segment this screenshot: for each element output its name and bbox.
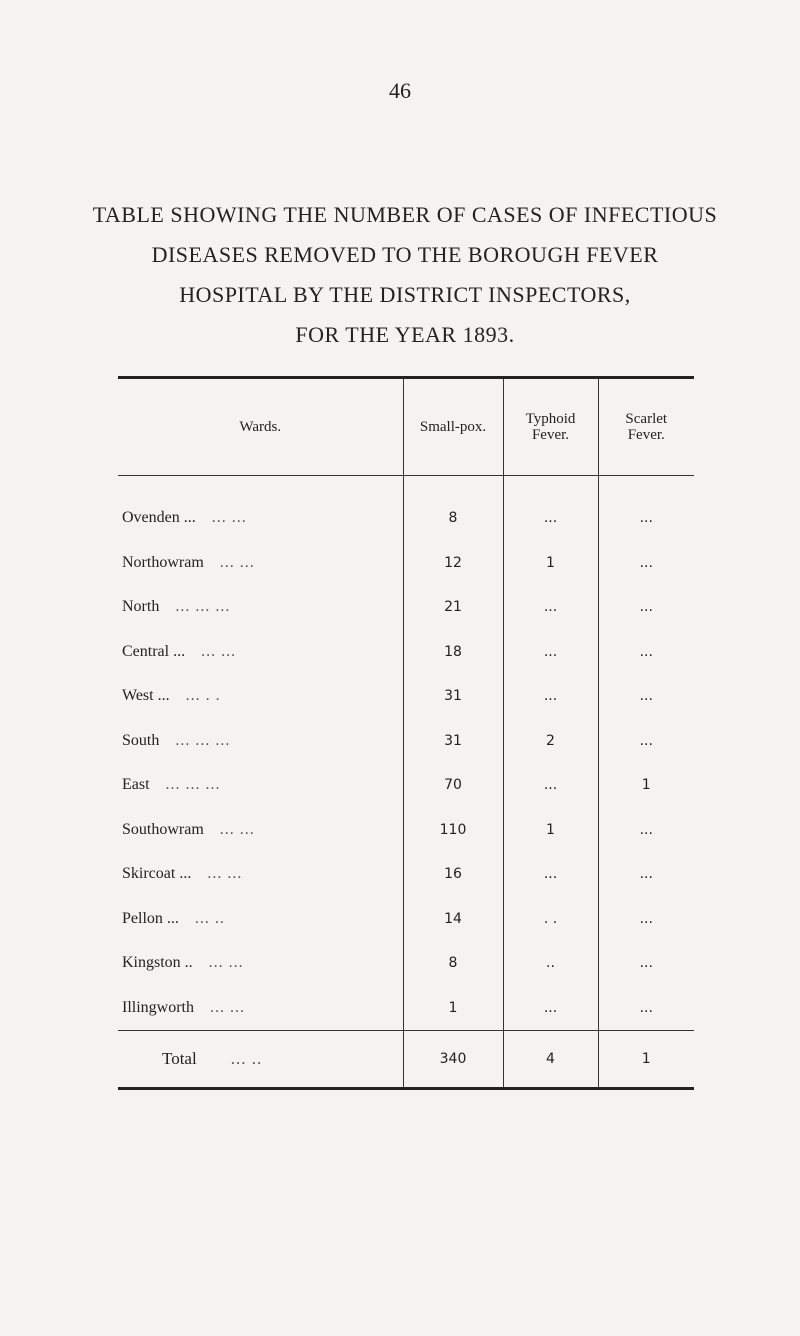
ward-cell — [118, 808, 403, 853]
scarlet-cell: ... — [598, 541, 694, 586]
smallpox-cell: 8 — [403, 941, 503, 986]
header-typhoid-line2: Fever. — [531, 427, 570, 443]
ward-leader-dots: ... ... ... — [165, 776, 221, 794]
table-row — [118, 808, 694, 853]
header-typhoid-line1: Typhoid — [525, 411, 576, 427]
scarlet-cell: ... — [598, 808, 694, 853]
ward-name: Kingston .. — [122, 954, 193, 972]
header-typhoid — [503, 379, 598, 476]
smallpox-cell: 31 — [403, 674, 503, 719]
table-row — [118, 897, 694, 942]
typhoid-cell: ... — [503, 630, 598, 675]
table-row — [118, 986, 694, 1031]
ward-cell — [118, 719, 403, 764]
table-row — [118, 941, 694, 986]
ward-cell — [118, 630, 403, 675]
smallpox-cell: 16 — [403, 852, 503, 897]
typhoid-cell: 1 — [503, 808, 598, 853]
table-row — [118, 763, 694, 808]
ward-cell — [118, 476, 403, 541]
total-label-cell — [118, 1031, 403, 1088]
scarlet-cell: ... — [598, 630, 694, 675]
scarlet-cell: ... — [598, 585, 694, 630]
typhoid-cell: ... — [503, 852, 598, 897]
ward-name: West ... — [122, 687, 170, 705]
ward-cell — [118, 585, 403, 630]
typhoid-cell: ... — [503, 674, 598, 719]
smallpox-cell: 21 — [403, 585, 503, 630]
scarlet-cell: ... — [598, 852, 694, 897]
total-typhoid: 4 — [503, 1031, 598, 1088]
typhoid-cell: 1 — [503, 541, 598, 586]
ward-name: East — [122, 776, 150, 794]
ward-name: Southowram — [122, 820, 204, 838]
typhoid-cell: .. — [503, 941, 598, 986]
ward-leader-dots: ... ... — [201, 642, 237, 660]
total-dots: ... .. — [230, 1049, 263, 1068]
ward-leader-dots: ... ... — [219, 553, 255, 571]
ward-name: Central ... — [122, 642, 186, 660]
page-title — [60, 195, 750, 355]
typhoid-cell: . . — [503, 897, 598, 942]
ward-leader-dots: ... ... — [210, 998, 245, 1016]
cases-table — [118, 376, 694, 1090]
smallpox-cell: 31 — [403, 719, 503, 764]
ward-name: Northowram — [122, 553, 204, 571]
ward-cell — [118, 897, 403, 942]
ward-leader-dots: ... ... — [211, 509, 247, 527]
scarlet-cell: ... — [598, 719, 694, 764]
scarlet-cell: ... — [598, 674, 694, 719]
table-row — [118, 476, 694, 541]
total-scarlet: 1 — [598, 1031, 694, 1088]
header-scarlet-line1: Scarlet — [625, 411, 668, 427]
total-smallpox: 340 — [403, 1031, 503, 1088]
header-smallpox: Small-pox. — [403, 379, 503, 476]
typhoid-cell: ... — [503, 585, 598, 630]
scarlet-cell: ... — [598, 476, 694, 541]
title-line-3: HOSPITAL BY THE DISTRICT INSPECTORS, — [179, 282, 631, 307]
smallpox-cell: 110 — [403, 808, 503, 853]
table-row — [118, 719, 694, 764]
ward-leader-dots: ... . . — [185, 687, 221, 705]
total-row — [118, 1031, 694, 1088]
smallpox-cell: 12 — [403, 541, 503, 586]
smallpox-cell: 18 — [403, 630, 503, 675]
ward-name: Skircoat ... — [122, 865, 192, 883]
ward-cell — [118, 541, 403, 586]
ward-name: South — [122, 731, 160, 749]
header-wards: Wards. — [118, 379, 403, 476]
table-row — [118, 674, 694, 719]
ward-name: Illingworth — [122, 998, 194, 1016]
ward-cell — [118, 986, 403, 1031]
typhoid-cell: ... — [503, 986, 598, 1031]
table-row — [118, 541, 694, 586]
smallpox-cell: 14 — [403, 897, 503, 942]
ward-leader-dots: ... ... — [207, 865, 243, 883]
total-label: Total — [162, 1049, 197, 1068]
ward-name: North — [122, 598, 160, 616]
scarlet-cell: ... — [598, 897, 694, 942]
typhoid-cell: ... — [503, 476, 598, 541]
header-row — [118, 379, 694, 476]
title-line-1: TABLE SHOWING THE NUMBER OF CASES OF INFECTIOUS — [92, 202, 718, 227]
typhoid-cell: ... — [503, 763, 598, 808]
title-line-2: DISEASES REMOVED TO THE BOROUGH FEVER — [151, 242, 659, 267]
scarlet-cell: 1 — [598, 763, 694, 808]
ward-leader-dots: ... ... ... — [175, 598, 231, 616]
ward-cell — [118, 763, 403, 808]
ward-cell — [118, 674, 403, 719]
ward-leader-dots: ... .. — [194, 909, 225, 927]
ward-name: Ovenden ... — [122, 509, 196, 527]
scarlet-cell: ... — [598, 941, 694, 986]
typhoid-cell: 2 — [503, 719, 598, 764]
smallpox-cell: 8 — [403, 476, 503, 541]
smallpox-cell: 1 — [403, 986, 503, 1031]
title-line-4: FOR THE YEAR 1893. — [295, 322, 515, 347]
table-row — [118, 852, 694, 897]
table-row — [118, 585, 694, 630]
table-row — [118, 630, 694, 675]
header-scarlet-line2: Fever. — [627, 427, 665, 443]
ward-leader-dots: ... ... — [219, 820, 255, 838]
ward-name: Pellon ... — [122, 909, 179, 927]
ward-leader-dots: ... ... ... — [175, 731, 231, 749]
scarlet-cell: ... — [598, 986, 694, 1031]
ward-cell — [118, 852, 403, 897]
page-number: 46 — [389, 78, 411, 103]
header-scarlet — [598, 379, 694, 476]
ward-cell — [118, 941, 403, 986]
ward-leader-dots: ... ... — [208, 954, 244, 972]
smallpox-cell: 70 — [403, 763, 503, 808]
